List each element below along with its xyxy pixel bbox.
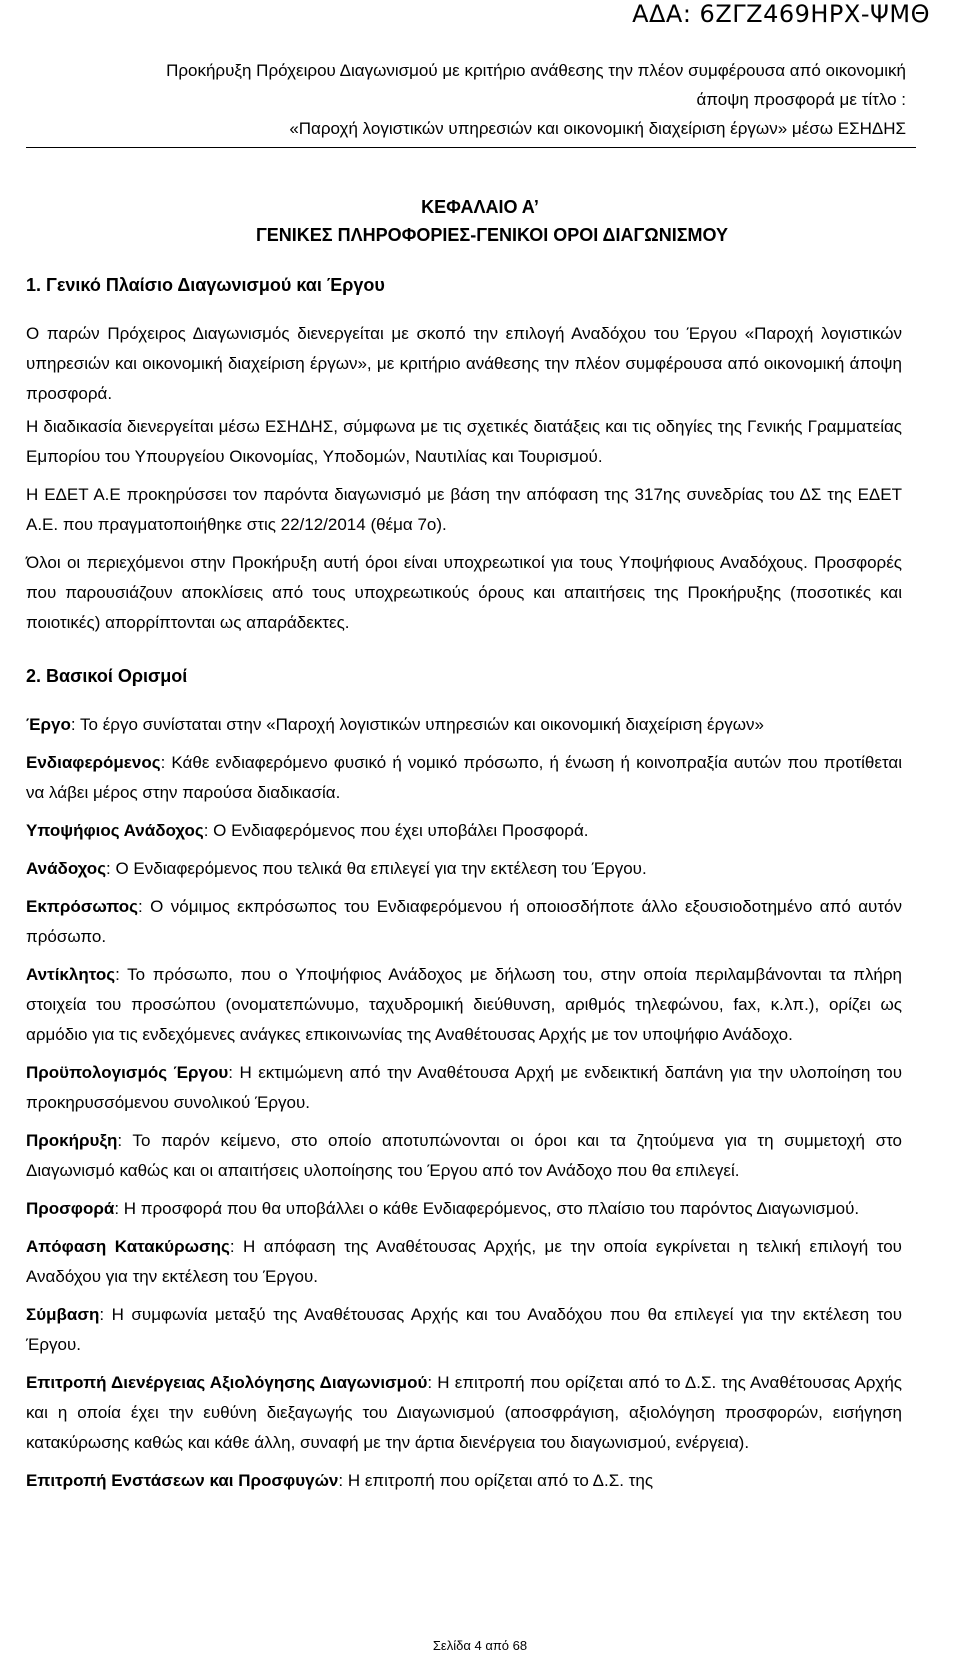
definition-text: : Το έργο συνίσταται στην «Παροχή λογιστικών υπηρεσιών και οικονομική διαχείριση έργων» [70, 715, 764, 734]
paragraph: Η διαδικασία διενεργείται μέσω ΕΣΗΔΗΣ, σύμφωνα με τις σχετικές διατάξεις και τις οδηγίες της Γενικής Γραμματείας Εμπορίου του Υπουργείου Οικονομίας, Υποδομών, Ναυτιλίας και Τουρισμού. [26, 417, 902, 466]
paragraph: Όλοι οι περιεχόμενοι στην Προκήρυξη αυτή όροι είναι υποχρεωτικοί για τους Υποψήφιους Αναδόχους. Προσφορές που παρουσιάζουν αποκλίσεις από τους υποχρεωτικούς όρους και απαιτήσεις της Προκήρυξης (ποσοτικές και ποιοτικές) απορρίπτονται ως απαράδεκτες. [26, 553, 902, 632]
definition-text: : Η επιτροπή που ορίζεται από το Δ.Σ. της Αναθέτουσας Αρχής και η οποία έχει την ευθύνη διεξαγωγής του Διαγωνισμού (αποσφράγιση, αξιολόγηση προσφορών, εισήγηση κατακύρωσης καθώς και κάθε άλλη, συναφή με την άρτια διενέργεια του διαγωνισμού, ενέργεια). [26, 1373, 902, 1452]
definition-item [26, 1368, 902, 1458]
definition-item [26, 1300, 902, 1360]
definition-text: : Η επιτροπή που ορίζεται από το Δ.Σ. της [338, 1471, 654, 1490]
definition-item [26, 816, 902, 846]
definitions-list [26, 710, 902, 1496]
definition-term: Προϋπολογισμός Έργου [26, 1063, 229, 1082]
definition-item [26, 748, 902, 808]
chapter-title: ΚΕΦΑΛΑΙΟ Α’ [421, 197, 539, 217]
definition-text: : Η εκτιμώμενη από την Αναθέτουσα Αρχή με ενδεικτική δαπάνη για την υλοποίηση του προκηρυσσόμενου συνολικού Έργου. [26, 1063, 902, 1112]
header-line: άποψη προσφορά με τίτλο : [696, 90, 906, 109]
definition-item [26, 710, 902, 740]
definition-text: : Η απόφαση της Αναθέτουσας Αρχής, με την οποία εγκρίνεται η τελική επιλογή του Αναδόχου για την εκτέλεση του Έργου. [26, 1237, 902, 1286]
definition-item [26, 854, 902, 884]
definition-text: : Η συμφωνία μεταξύ της Αναθέτουσας Αρχής και του Αναδόχου που θα επιλεγεί για την εκτέλεση του Έργου. [26, 1305, 902, 1354]
definition-text: : Ο νόμιμος εκπρόσωπος του Ενδιαφερόμενου ή οποιοσδήποτε άλλο εξουσιοδοτημένο από αυτόν πρόσωπο. [26, 897, 902, 946]
definition-item [26, 892, 902, 952]
definition-term: Προσφορά [26, 1199, 115, 1218]
paragraph: Η ΕΔΕΤ Α.Ε προκηρύσσει τον παρόντα διαγωνισμό με βάση την απόφαση της 317ης συνεδρίας του ΔΣ της ΕΔΕΤ Α.Ε. που πραγματοποιήθηκε στις 22/12/2014 (θέμα 7ο). [26, 485, 902, 534]
section-heading: 2. Βασικοί Ορισμοί [26, 666, 188, 686]
definition-term: Εκπρόσωπος [26, 897, 139, 916]
definition-term: Επιτροπή Ενστάσεων και Προσφυγών [26, 1471, 339, 1490]
ada-code: ΑΔΑ: 6ΖΓΖ469ΗΡΧ-ΨΜΘ [632, 0, 930, 28]
definition-item [26, 1194, 902, 1224]
definition-item [26, 1126, 902, 1186]
header-line: Προκήρυξη Πρόχειρου Διαγωνισμού με κριτήριο ανάθεσης την πλέον συμφέρουσα από οικονομική [166, 61, 906, 80]
definition-term: Υποψήφιος Ανάδοχος [26, 821, 204, 840]
section-heading: 1. Γενικό Πλαίσιο Διαγωνισμού και Έργου [26, 275, 385, 295]
definition-item [26, 1058, 902, 1118]
definition-item [26, 1466, 902, 1496]
definition-term: Προκήρυξη [26, 1131, 118, 1150]
definition-text: : Ο Ενδιαφερόμενος που τελικά θα επιλεγεί για την εκτέλεση του Έργου. [106, 859, 647, 878]
chapter-subtitle: ΓΕΝΙΚΕΣ ΠΛΗΡΟΦΟΡΙΕΣ-ΓΕΝΙΚΟΙ ΟΡΟΙ ΔΙΑΓΩΝΙΣΜΟΥ [255, 225, 729, 245]
definition-text: : Το παρόν κείμενο, στο οποίο αποτυπώνονται οι όροι και τα ζητούμενα για τη συμμετοχή στο Διαγωνισμό καθώς και οι απαιτήσεις υλοποίησης του Έργου από τον Ανάδοχο που θα επιλεγεί. [26, 1131, 902, 1180]
definition-text: : Κάθε ενδιαφερόμενο φυσικό ή νομικό πρόσωπο, ή ένωση ή κοινοπραξία αυτών που προτίθεται να λάβει μέρος στην παρούσα διαδικασία. [26, 753, 902, 802]
document-body [26, 270, 902, 1504]
definition-term: Ενδιαφερόμενος [26, 753, 161, 772]
definition-term: Απόφαση Κατακύρωσης [26, 1237, 230, 1256]
section-general-framework [26, 270, 902, 638]
section-basic-definitions [26, 661, 902, 1496]
definition-term: Επιτροπή Διενέργειας Αξιολόγησης Διαγωνισμού [26, 1373, 428, 1392]
page-footer: Σελίδα 4 από 68 [432, 1638, 528, 1653]
document-header [46, 56, 906, 143]
definition-text: : Ο Ενδιαφερόμενος που έχει υποβάλει Προσφορά. [203, 821, 589, 840]
definition-term: Έργο [26, 715, 71, 734]
header-divider [26, 147, 916, 148]
definition-text: : Το πρόσωπο, που ο Υποψήφιος Ανάδοχος με δήλωση του, στην οποία περιλαμβάνονται τα πλήρη στοιχεία του προσώπου (ονοματεπώνυμο, ταχυδρομική διεύθυνση, αριθμός τηλεφώνου, fax, κ.λπ.), ορίζει ως αρμόδιο για τις ενδεχόμενες ανάγκες επικοινωνίας της Αναθέτουσας Αρχής με τον υποψήφιο Ανάδοχο. [26, 965, 902, 1044]
definition-term: Ανάδοχος [26, 859, 107, 878]
definition-term: Αντίκλητος [26, 965, 116, 984]
definition-text: : Η προσφορά που θα υποβάλλει ο κάθε Ενδιαφερόμενος, στο πλαίσιο του παρόντος Διαγωνισμού. [114, 1199, 860, 1218]
definition-item [26, 960, 902, 1050]
definition-item [26, 1232, 902, 1292]
definition-term: Σύμβαση [26, 1305, 100, 1324]
header-line: «Παροχή λογιστικών υπηρεσιών και οικονομική διαχείριση έργων» μέσω ΕΣΗΔΗΣ [289, 119, 906, 138]
chapter-heading [0, 193, 960, 249]
paragraph: Ο παρών Πρόχειρος Διαγωνισμός διενεργείται με σκοπό την επιλογή Αναδόχου του Έργου «Παροχή λογιστικών υπηρεσιών και οικονομική διαχείριση έργων», με κριτήριο ανάθεσης την πλέον συμφέρουσα από οικονομική άποψη προσφορά. [26, 324, 902, 403]
